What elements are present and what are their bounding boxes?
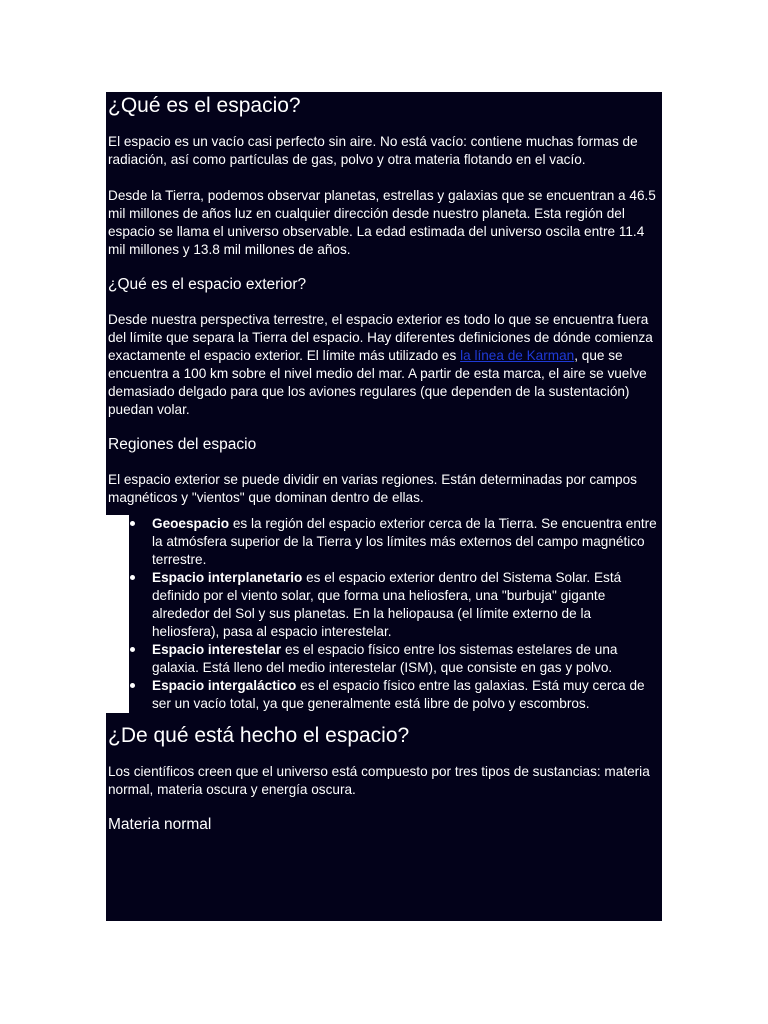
- bullet-icon: [130, 575, 135, 580]
- paragraph-karman: [108, 311, 662, 419]
- paragraph-intro: El espacio es un vacío casi perfecto sin aire. No está vacío: contiene muchas formas de radiación, así como partículas de gas, polvo y otra materia flotando en el vacío.: [108, 134, 638, 167]
- list-item: [152, 515, 662, 569]
- bullet-icon: [130, 647, 135, 652]
- document-page: [106, 92, 662, 921]
- paragraph-tres-sustancias: Los científicos creen que el universo está compuesto por tres tipos de sustancias: materia normal, materia oscura y energía oscura.: [108, 764, 650, 797]
- region-description: es el espacio exterior dentro del Sistema Solar. Está definido por el viento solar, que forma una heliosfera, una "burbuja" gigante alrededor del Sol y sus planetas. En la heliopausa (el límite externo de la heliosfera), pasa al espacio interestelar.: [152, 570, 622, 639]
- region-description: es el espacio físico entre las galaxias. Está muy cerca de ser un vacío total, ya que generalmente está libre de polvo y escombros.: [152, 678, 645, 711]
- region-term: Geoespacio: [152, 516, 230, 531]
- heading-materia-normal: Materia normal: [108, 816, 212, 833]
- paragraph-karman-text-1: Desde nuestra perspectiva terrestre, el espacio exterior es todo lo que se encuentra fuera del límite que separa la Tierra del espacio. Hay diferentes definiciones de dónde comienza exactamente el espacio exterior. El límite más utilizado es: [108, 312, 653, 363]
- bullet-icon: [130, 683, 135, 688]
- heading-que-es-el-espacio: ¿Qué es el espacio?: [108, 94, 301, 117]
- karman-line-link[interactable]: la línea de Karman: [460, 348, 575, 363]
- document-content: [106, 93, 662, 835]
- region-description: es el espacio físico entre los sistemas estelares de una galaxia. Está lleno del medio interestelar (ISM), que consiste en gas y polvo.: [152, 642, 618, 675]
- regions-list: [106, 515, 662, 713]
- bullet-icon: [130, 521, 135, 526]
- region-term: Espacio interplanetario: [152, 570, 303, 585]
- heading-espacio-exterior: ¿Qué es el espacio exterior?: [108, 276, 307, 293]
- list-margin-bar: [106, 515, 129, 713]
- heading-de-que-esta-hecho: ¿De qué está hecho el espacio?: [108, 724, 410, 747]
- paragraph-karman-text-2: , que se encuentra a 100 km sobre el nivel medio del mar. A partir de esta marca, el aire se vuelve demasiado delgado para que los aviones regulares (que dependen de la sustentación) puedan volar.: [108, 348, 647, 417]
- regions-list-wrapper: [106, 515, 662, 713]
- region-term: Espacio intergaláctico: [152, 678, 297, 693]
- region-term: Espacio interestelar: [152, 642, 282, 657]
- list-item: [152, 569, 662, 641]
- region-description: es la región del espacio exterior cerca de la Tierra. Se encuentra entre la atmósfera superior de la Tierra y los límites más externos del campo magnético terrestre.: [152, 516, 657, 567]
- list-item: [152, 641, 662, 677]
- paragraph-regiones: El espacio exterior se puede dividir en varias regiones. Están determinadas por campos magnéticos y "vientos" que dominan dentro de ellas.: [108, 472, 637, 505]
- paragraph-observable-universe: Desde la Tierra, podemos observar planetas, estrellas y galaxias que se encuentran a 46.5 mil millones de años luz en cualquier dirección desde nuestro planeta. Esta región del espacio se llama el universo observable. La edad estimada del universo oscila entre 11.4 mil millones y 13.8 mil millones de años.: [108, 188, 656, 257]
- heading-regiones-del-espacio: Regiones del espacio: [108, 436, 257, 453]
- list-item: [152, 677, 662, 713]
